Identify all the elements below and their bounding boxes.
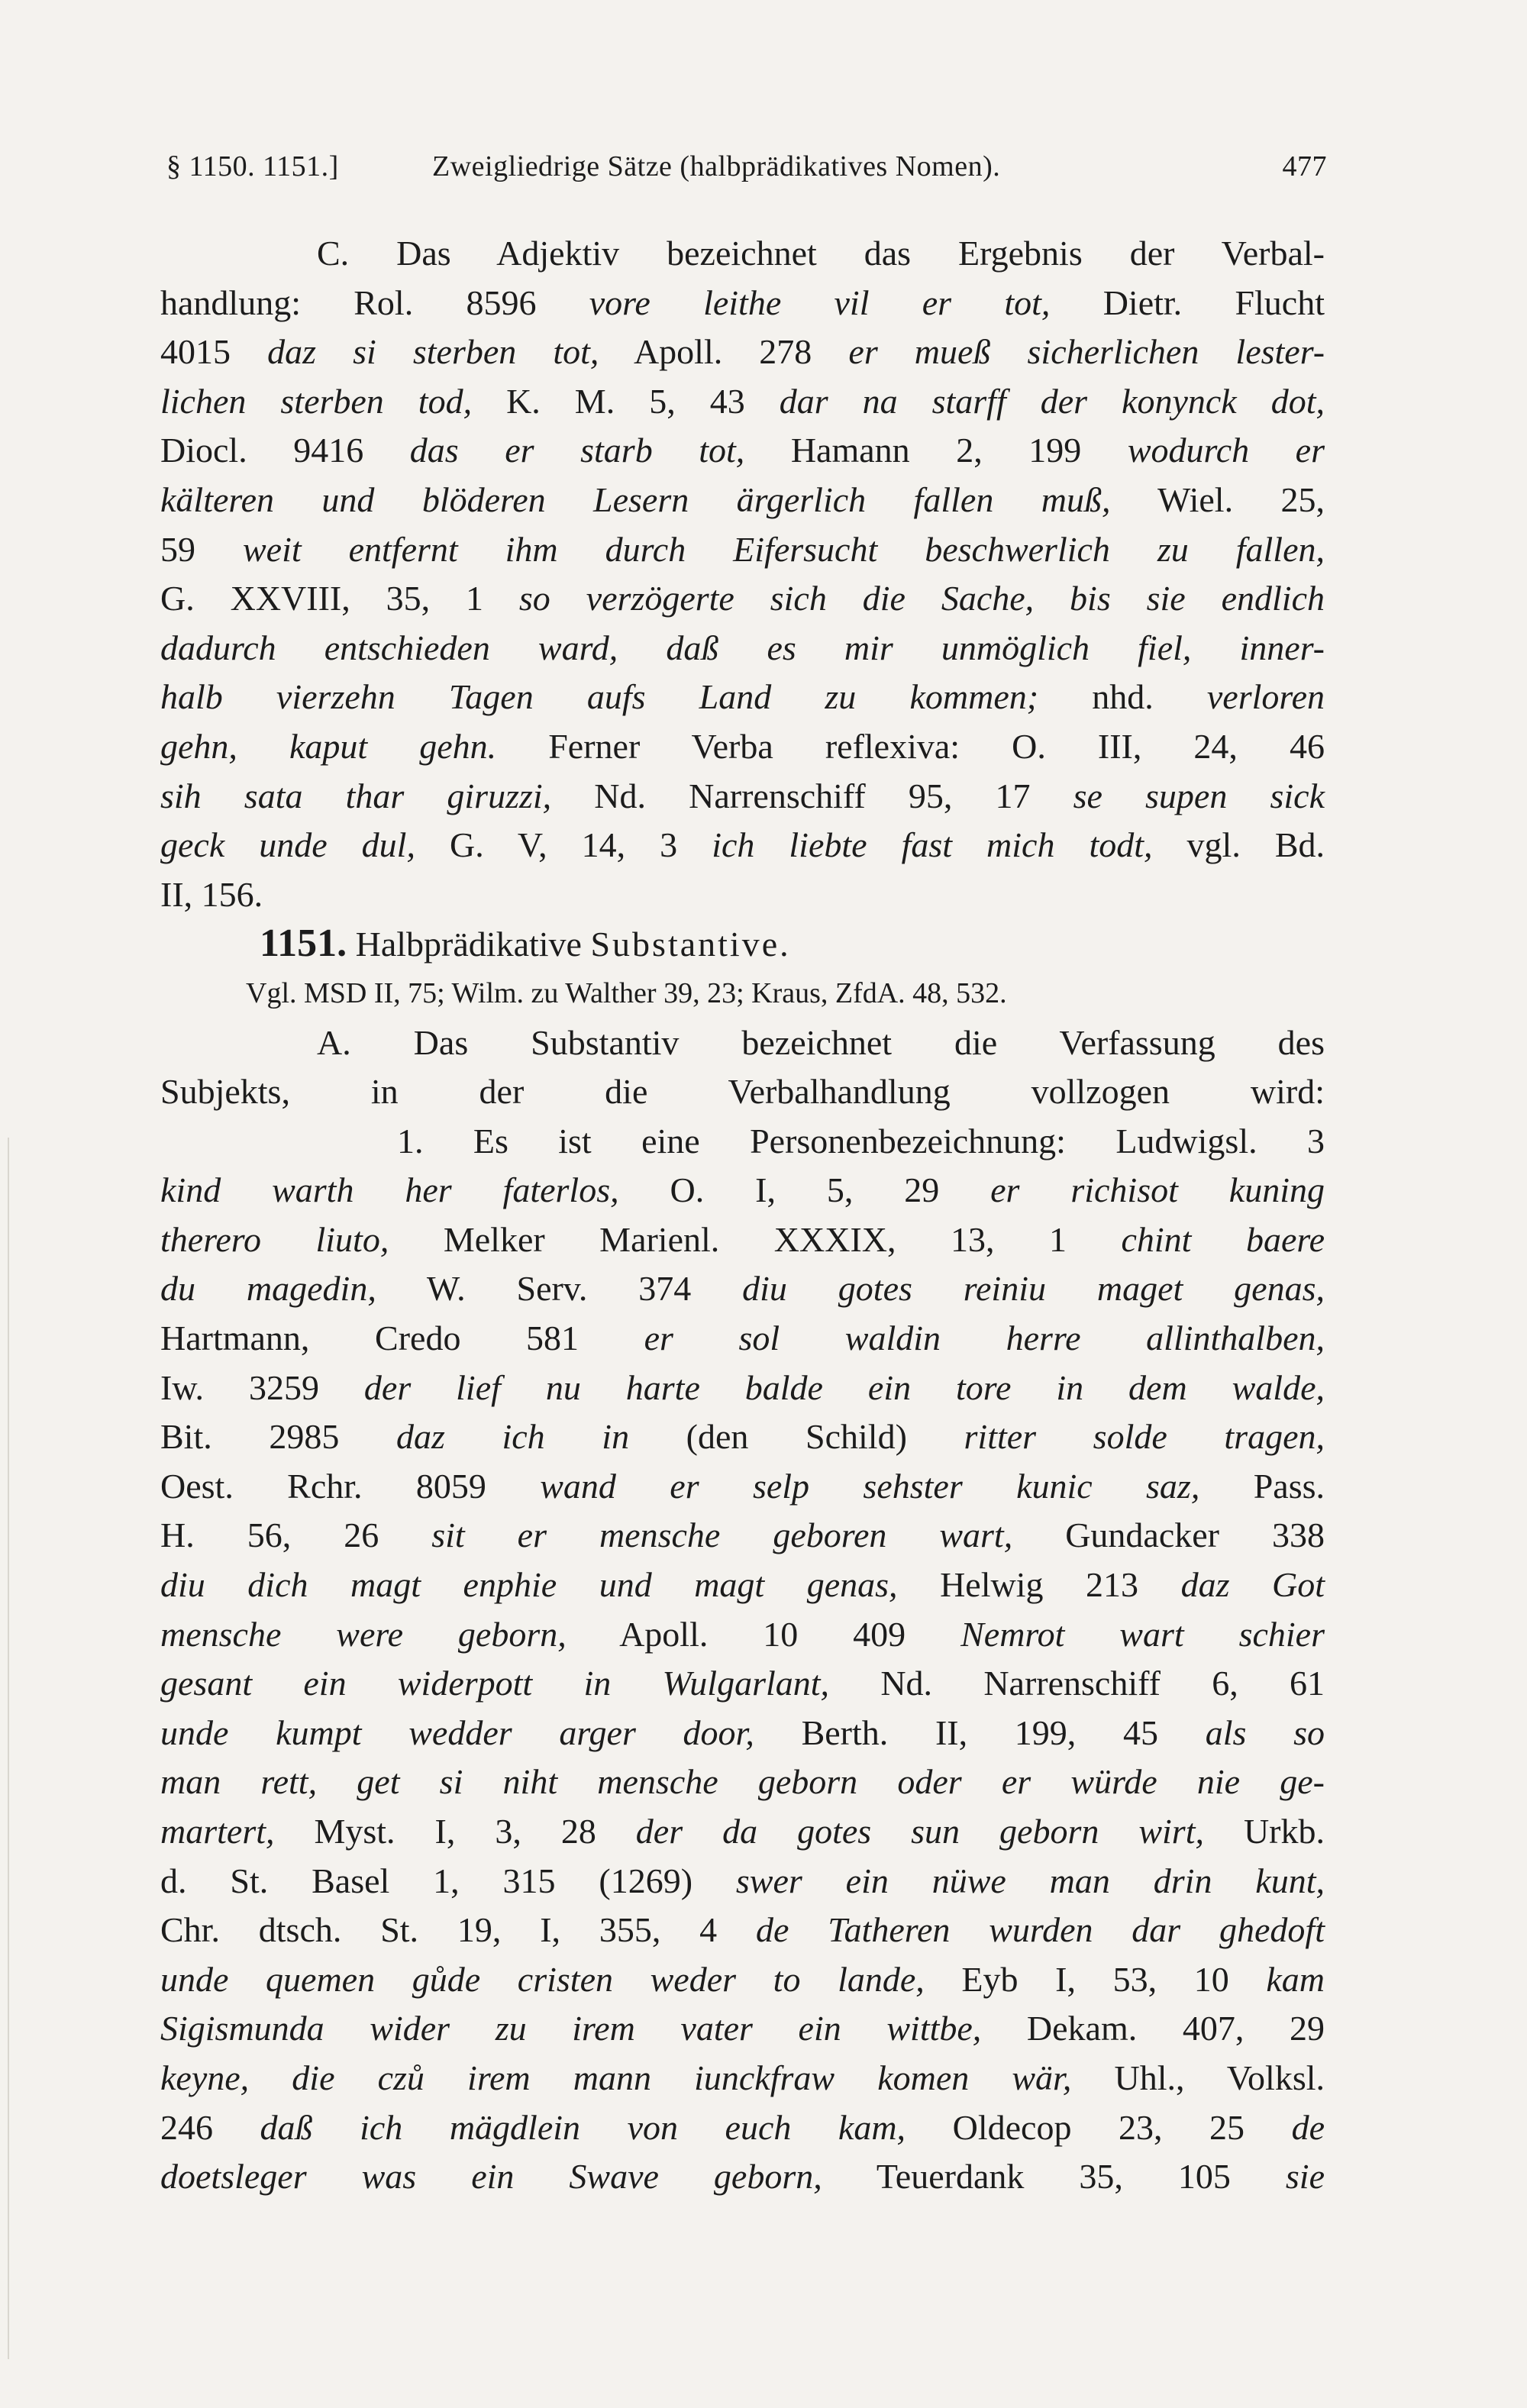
text-span: Wiel. 25, [1110,479,1325,519]
text-span: Diocl. 9416 [160,431,410,470]
text-span: Apoll. 10 409 [566,1614,961,1654]
italic-citation: ich liebte fast mich todt, [712,825,1153,865]
text-span: G. V, 14, 3 [415,825,712,865]
italic-citation: Sigismunda wider zu irem vater ein wittbe, [160,2009,982,2048]
text-span: Chr. dtsch. St. 19, I, 355, 4 [160,1910,756,1950]
text-line [160,2152,1325,2202]
running-title: Zweigliedrige Sätze (halbprädikatives Nomen). [432,150,1001,182]
text-line [160,1511,1325,1561]
italic-citation: martert, [160,1812,275,1851]
text-line [160,1659,1325,1709]
text-line [160,1264,1325,1314]
italic-citation: dadurch entschieden ward, daß es mir unmöglich fiel, inner- [160,628,1325,667]
text-span: Bit. 2985 [160,1417,396,1457]
italic-citation: diu dich magt enphie und magt genas, [160,1565,898,1605]
italic-citation: weit entfernt ihm durch Eifersucht beschwerlich zu fallen, [242,529,1325,569]
text-line [160,1955,1325,2005]
italic-citation: kind warth her faterlos, [160,1170,619,1210]
italic-citation: sit er mensche geboren wart, [431,1515,1013,1555]
text-span: 59 [160,529,243,569]
text-span: Teuerdank 35, 105 [822,2157,1286,2197]
text-line [160,1857,1325,1906]
text-line [160,476,1325,525]
italic-citation: doetsleger was ein Swave geborn, [160,2157,822,2197]
italic-citation: ritter solde tragen, [964,1417,1325,1457]
text-span: Uhl., Volksl. [1071,2058,1325,2097]
text-span: d. St. Basel 1, 315 (1269) [160,1861,736,1900]
text-line [160,919,1325,969]
text-span: Dekam. 407, 29 [981,2009,1325,2048]
italic-citation: daß ich mägdlein von euch kam, [260,2107,906,2147]
text-line [160,1462,1325,1512]
text-span: Oldecop 23, 25 [906,2107,1292,2147]
italic-citation: halb vierzehn Tagen aufs Land zu kommen; [160,677,1039,717]
italic-citation: lichen sterben tod, [160,381,473,421]
text-line [160,1166,1325,1215]
text-line [160,1412,1325,1462]
italic-citation: geck unde dul, [160,825,415,865]
text-span: G. XXVIII, 35, 1 [160,579,519,618]
italic-citation: de [1291,2107,1325,2147]
section-heading-spaced: Substantive. [590,925,791,964]
italic-citation: er richisot kuning [990,1170,1325,1210]
italic-citation: du magedin, [160,1269,376,1309]
italic-citation: gesant ein widerpott in Wulgarlant, [160,1664,830,1703]
text-span: Oest. Rchr. 8059 [160,1466,541,1506]
text-line [160,624,1325,673]
italic-citation: de Tatheren wurden dar ghedoft [755,1910,1325,1950]
text-span: H. 56, 26 [160,1515,432,1555]
italic-citation: gehn, kaput gehn. [160,726,497,766]
section-reference: § 1150. 1151.] [166,150,339,182]
text-span: Pass. [1199,1466,1325,1506]
italic-citation: der da gotes sun geborn wirt, [635,1812,1204,1851]
text-span: II, 156. [160,874,263,914]
text-span: 1. Es ist eine Personenbezeichnung: Ludwigsl. 3 [397,1121,1325,1160]
text-line [160,772,1325,821]
italic-citation: swer ein nüwe man drin kunt, [735,1861,1325,1900]
text-line [160,2103,1325,2153]
italic-citation: kälteren und blöderen Lesern ärgerlich fallen muß, [160,479,1111,519]
italic-citation: der lief nu harte balde ein tore in dem walde, [363,1367,1325,1407]
text-line [160,1758,1325,1807]
text-line [160,1215,1325,1265]
text-line [160,525,1325,575]
text-line [160,1610,1325,1660]
text-line [160,426,1325,476]
text-line [160,229,1325,279]
italic-citation: daz Got [1180,1565,1325,1605]
text-line [160,870,1325,920]
italic-citation: verloren [1206,677,1325,717]
body-text [160,229,1325,2202]
text-span: Subjekts, in der die Verbalhandlung vollzogen wird: [160,1072,1325,1112]
text-span: Apoll. 278 [599,332,849,372]
text-line [160,1709,1325,1758]
text-line [160,673,1325,722]
text-span: handlung: Rol. 8596 [160,282,589,322]
text-span: O. I, 5, 29 [618,1170,991,1210]
italic-citation: so verzögerte sich die Sache, bis sie endlich [518,579,1325,618]
text-span: Eyb I, 53, 10 [924,1959,1267,1999]
text-span: Hamann 2, 199 [744,431,1128,470]
text-line [160,722,1325,772]
italic-citation: therero liuto, [160,1219,389,1259]
italic-citation: unde quemen gůde cristen weder to lande, [160,1959,925,1999]
text-span: Gundacker 338 [1012,1515,1325,1555]
italic-citation: man rett, get si niht mensche geborn oder er würde nie ge- [160,1762,1325,1802]
text-line [160,1561,1325,1610]
italic-citation: er mueß sicherlichen lester- [848,332,1325,372]
text-span: Melker Marienl. XXXIX, 13, 1 [389,1219,1122,1259]
italic-citation: diu gotes reiniu maget genas, [742,1269,1325,1309]
text-line [160,1807,1325,1857]
text-span: Ferner Verba reflexiva: O. III, 24, 46 [496,726,1325,766]
text-span: Iw. 3259 [160,1367,364,1407]
text-line [160,1067,1325,1117]
text-span: Hartmann, Credo 581 [160,1319,644,1358]
text-span: Nd. Narrenschiff 95, 17 [551,776,1073,815]
text-span: vgl. Bd. [1152,825,1325,865]
italic-citation: wand er selp sehster kunic saz, [540,1466,1200,1506]
text-span: W. Serv. 374 [376,1269,743,1309]
italic-citation: sie [1285,2157,1325,2197]
text-line [160,2054,1325,2103]
text-line [160,1364,1325,1413]
italic-citation: daz ich in [395,1417,630,1457]
italic-citation: als so [1205,1712,1325,1752]
text-line [160,821,1325,870]
text-span: Urkb. [1203,1812,1325,1851]
text-line [160,1018,1325,1068]
text-line [160,1117,1325,1167]
text-line [160,574,1325,624]
text-span: Berth. II, 199, 45 [754,1712,1206,1752]
text-span: Myst. I, 3, 28 [274,1812,636,1851]
running-head [166,150,1327,195]
text-line [160,1906,1325,1955]
text-line [160,377,1325,427]
text-span: K. M. 5, 43 [472,381,780,421]
italic-citation: mensche were geborn, [160,1614,567,1654]
italic-citation: sih sata thar giruzzi, [160,776,552,815]
italic-citation: dar na starff der konynck dot, [779,381,1325,421]
section-number: 1151. [260,922,347,966]
text-span: Nd. Narrenschiff 6, 61 [829,1664,1325,1703]
scan-margin-shadow [8,1138,9,2359]
text-line [160,328,1325,377]
text-span: Dietr. Flucht [1050,282,1325,322]
italic-citation: se supen sick [1073,776,1325,815]
italic-citation: chint baere [1121,1219,1325,1259]
italic-citation: keyne, die czů irem mann iunckfraw komen wär, [160,2058,1072,2097]
text-line [160,2004,1325,2054]
italic-citation: kam [1266,1959,1325,1999]
page-number: 477 [1282,150,1327,182]
text-span: nhd. [1038,677,1207,717]
text-span: C. Das Adjektiv bezeichnet das Ergebnis der Verbal- [317,234,1325,273]
italic-citation: das er starb tot, [409,431,745,470]
text-line [160,279,1325,328]
text-line [160,1314,1325,1364]
text-span: 246 [160,2107,260,2147]
text-span: 4015 [160,332,268,372]
italic-citation: daz si sterben tot, [267,332,599,372]
text-span: Halbprädikative [347,925,591,964]
text-span: Vgl. MSD II, 75; Wilm. zu Walther 39, 23; Kraus, ZfdA. 48, 532. [246,976,1007,1009]
italic-citation: wodurch er [1127,431,1325,470]
text-span: A. Das Substantiv bezeichnet die Verfassung des [317,1022,1325,1062]
text-line [160,969,1325,1018]
text-span: (den Schild) [629,1417,964,1457]
italic-citation: Nemrot wart schier [960,1614,1325,1654]
text-span: Helwig 213 [897,1565,1181,1605]
italic-citation: er sol waldin herre allinthalben, [644,1319,1325,1358]
italic-citation: unde kumpt wedder arger door, [160,1712,754,1752]
italic-citation: vore leithe vil er tot, [589,282,1051,322]
